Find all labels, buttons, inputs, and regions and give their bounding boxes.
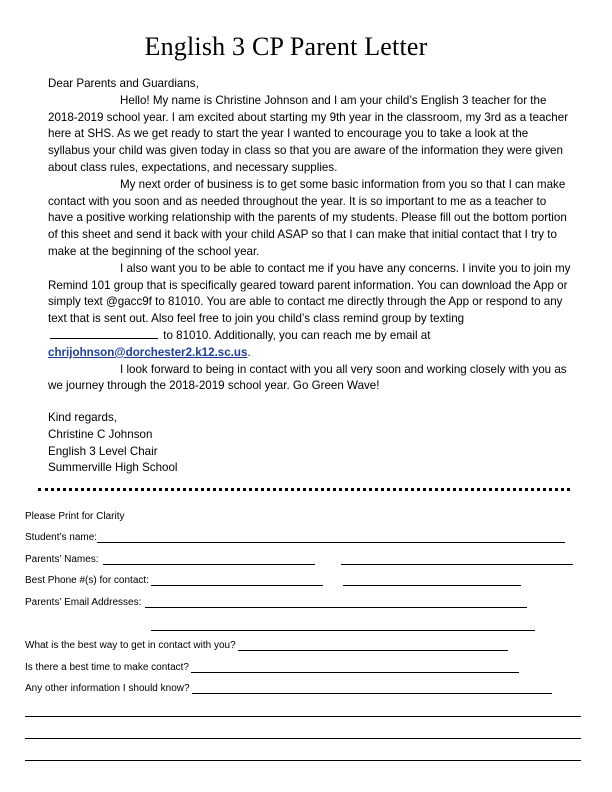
other-info-field[interactable] xyxy=(192,683,552,694)
parent-name-field-1[interactable] xyxy=(103,554,315,565)
other-info-line-3[interactable] xyxy=(25,738,581,739)
paragraph-closing: I look forward to being in contact with you all very soon and working closely with you as we journey through the 2018-2019 school year. Go Green Wave! xyxy=(48,362,567,393)
signer-role: English 3 Level Chair xyxy=(48,444,158,458)
form-heading: Please Print for Clarity xyxy=(25,511,125,522)
paragraph-contact-info: My next order of business is to get some basic information from you so that I can make contact with you soon and as needed throughout the year. It is so important to me as a teacher to have a positive working relationship with the parents of my students. Please fill out the bottom portion of this sheet and send it back with your child ASAP so that I can make that initial contact that I try to make at the beginning of the school year. xyxy=(48,177,567,258)
student-name-row xyxy=(25,532,565,543)
best-way-field[interactable] xyxy=(238,640,508,651)
remind-text: I also want you to be able to contact me if you have any concerns. I invite you to join my Remind 101 group that is specifically geared toward parent information. You can download the App or simply text @gacc9f to 81010. You are able to contact me directly through the App or respond to any text that is sent out. Also feel free to join you child’s class remind group by texting xyxy=(48,261,571,326)
email-field-2[interactable] xyxy=(151,630,535,631)
other-info-line-2[interactable] xyxy=(25,716,581,717)
phone-field-1[interactable] xyxy=(151,575,323,586)
best-time-label: Is there a best time to make contact? xyxy=(25,662,189,673)
parents-names-row xyxy=(25,554,573,565)
remind-code-blank xyxy=(50,328,158,339)
cut-line xyxy=(38,488,570,491)
page-title: English 3 CP Parent Letter xyxy=(144,32,428,61)
letter-body xyxy=(48,76,572,395)
email-link[interactable]: chrijohnson@dorchester2.k12.sc.us xyxy=(48,345,248,359)
parents-names-label: Parents’ Names: xyxy=(25,554,99,565)
student-name-field[interactable] xyxy=(97,532,565,543)
remind-text-2: to 81010. Additionally, you can reach me by email at xyxy=(163,328,431,342)
remind-text-end: . xyxy=(247,345,251,359)
best-time-row xyxy=(25,662,519,673)
best-phone-row xyxy=(25,575,521,586)
other-info-row xyxy=(25,683,552,694)
best-way-row xyxy=(25,640,508,651)
best-phone-label: Best Phone #(s) for contact: xyxy=(25,575,149,586)
best-time-field[interactable] xyxy=(191,662,519,673)
other-info-label: Any other information I should know? xyxy=(25,683,190,694)
best-way-label: What is the best way to get in contact with you? xyxy=(25,640,236,651)
signature-block xyxy=(48,410,178,477)
parent-emails-row xyxy=(25,597,527,608)
closing: Kind regards, xyxy=(48,411,117,424)
parent-emails-label: Parents’ Email Addresses: xyxy=(25,597,142,608)
parent-name-field-2[interactable] xyxy=(341,554,573,565)
paragraph-intro: Hello! My name is Christine Johnson and I am your child’s English 3 teacher for the 2018-2019 school year. I am excited about starting my 9th year in the classroom, my 3rd as a teacher here at SHS. As we get ready to start the year I wanted to encourage you to take a look at the syllabus your child was given today in class so that you are aware of the information they were given about class rules, expectations, and necessary supplies. xyxy=(48,93,569,174)
other-info-line-4[interactable] xyxy=(25,760,581,761)
student-name-label: Student’s name: xyxy=(25,532,98,543)
phone-field-2[interactable] xyxy=(343,575,521,586)
greeting: Dear Parents and Guardians, xyxy=(48,77,199,90)
signer-name: Christine C Johnson xyxy=(48,427,153,441)
paragraph-remind xyxy=(48,261,572,362)
email-field-1[interactable] xyxy=(145,597,527,608)
signer-school: Summerville High School xyxy=(48,461,178,475)
